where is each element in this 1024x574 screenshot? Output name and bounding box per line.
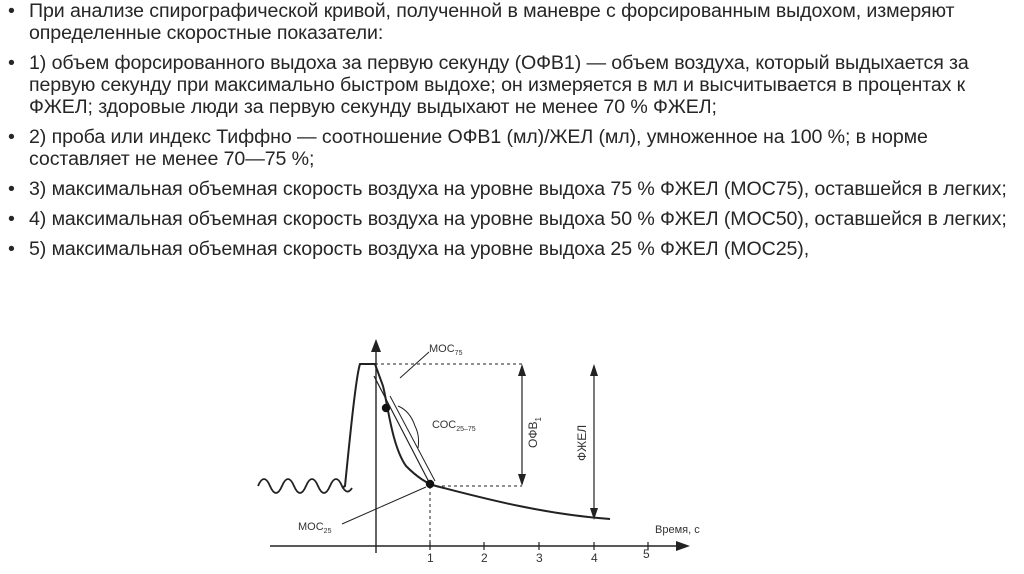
fvc-arrow-up — [590, 364, 598, 376]
x-tick-label: 5 — [643, 547, 650, 561]
spirogram-diagram — [250, 336, 700, 574]
x-tick-label: 2 — [481, 551, 488, 565]
fev1-label: $ОФВ_1$ — [526, 417, 543, 448]
sos-label: $СОС_{25-75}$ — [432, 419, 476, 433]
x-axis-arrow — [676, 541, 690, 551]
bullet-tiffeneau: • 2) проба или индекс Тиффно — соотношение ОФВ1 (мл)/ЖЕЛ (мл), умноженное на 100 %; в норме составляет не менее 70—75 %; — [8, 126, 1013, 170]
x-axis-label: Время, с — [655, 524, 700, 536]
bullet-intro: • При анализе спирографической кривой, полученной в маневре с форсированным выдохом, измеряют определенные скоростные показатели: — [8, 0, 1013, 44]
fev1-arrow-down — [518, 474, 526, 486]
bullet-mos25: • 5) максимальная объемная скорость воздуха на уровне выдоха 25 % ФЖЕЛ (МОС25), — [8, 238, 1013, 260]
x-tick-label: 1 — [427, 551, 434, 565]
mos25-point — [426, 480, 434, 488]
x-tick-label: 4 — [591, 551, 598, 565]
mos75-leader — [400, 352, 429, 378]
fev1-arrow-up — [518, 364, 526, 376]
mos75-point — [382, 404, 390, 412]
mos25-leader — [342, 487, 426, 524]
bullet-mos75: • 3) максимальная объемная скорость воздуха на уровне выдоха 75 % ФЖЕЛ (МОС75), оставшейся в легких; — [8, 178, 1013, 200]
tidal-breathing-curve — [258, 479, 352, 493]
slide-text — [8, 0, 1013, 268]
mos75-label: $МОС_{75}$ — [429, 343, 463, 357]
bullet-mos50: • 4) максимальная объемная скорость воздуха на уровне выдоха 50 % ФЖЕЛ (МОС50), оставшейся в легких; — [8, 208, 1013, 230]
bullet-fev1: • 1) объем форсированного выдоха за первую секунду (ОФВ1) — объем воздуха, который выдыхается за первую секунду при максимально быстром выдохе; он измеряется в мл и высчитывается в процентах к ФЖЕЛ; здоровые люди за первую секунду выдыхают не менее 70 % ФЖЕЛ; — [8, 52, 1013, 118]
x-tick-label: 3 — [536, 551, 543, 565]
mos25-label: $МОС_{25}$ — [298, 521, 332, 535]
forced-expiration-curve — [342, 364, 610, 519]
sos-secant — [390, 396, 435, 481]
y-axis-arrow — [371, 339, 381, 352]
mos75-tangent — [374, 376, 430, 484]
fvc-label: ФЖЕЛ — [575, 424, 589, 461]
spirogram-svg — [250, 336, 700, 574]
